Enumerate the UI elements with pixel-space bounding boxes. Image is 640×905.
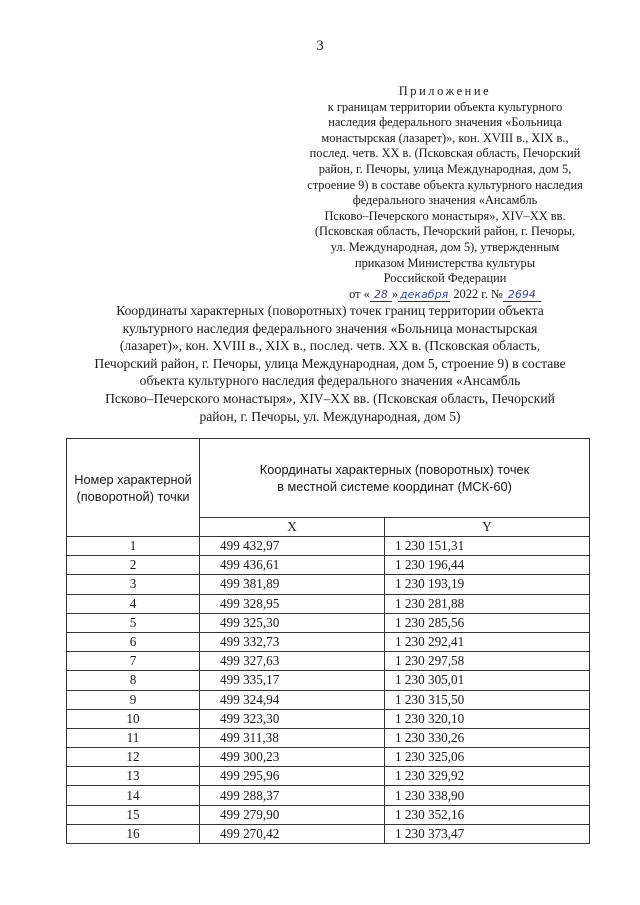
appendix-line: приказом Министерства культуры xyxy=(354,255,536,270)
table-row xyxy=(67,786,590,805)
y-coordinate-cell: 1 230 325,06 xyxy=(385,748,590,767)
heading-line: культурного наследия федерального значения «Больница монастырская xyxy=(122,320,538,336)
point-number-cell: 1 xyxy=(67,537,200,556)
order-date-line xyxy=(282,287,608,303)
handwritten-day: 28 xyxy=(370,288,392,302)
table-row xyxy=(67,556,590,575)
y-coordinate-cell: 1 230 285,56 xyxy=(385,613,590,632)
y-coordinate-cell: 1 230 193,19 xyxy=(385,575,590,594)
appendix-line: район, г. Печоры, улица Международная, дом 5, xyxy=(318,161,572,176)
appendix-line: Псково–Печерского монастыря», XIV–XX вв. xyxy=(324,208,566,223)
table-row xyxy=(67,728,590,747)
x-coordinate-cell: 499 335,17 xyxy=(200,671,385,690)
point-number-cell: 11 xyxy=(67,728,200,747)
table-row xyxy=(67,671,590,690)
point-number-cell: 8 xyxy=(67,671,200,690)
heading-line: (лазарет)», кон. XVIII в., XIX в., послед. четв. XX в. (Псковская область, xyxy=(119,338,541,354)
appendix-line: монастырская (лазарет)», кон. XVIII в., XIX в., xyxy=(321,130,569,145)
x-coordinate-cell: 499 432,97 xyxy=(200,537,385,556)
appendix-line: послед. четв. XX в. (Псковская область, Печорский xyxy=(309,146,581,161)
point-number-cell: 10 xyxy=(67,709,200,728)
point-number-cell: 3 xyxy=(67,575,200,594)
header-point-number xyxy=(67,439,200,537)
x-coordinate-cell: 499 295,96 xyxy=(200,767,385,786)
handwritten-month: декабря xyxy=(400,287,449,301)
table-row xyxy=(67,594,590,613)
point-number-cell: 2 xyxy=(67,556,200,575)
appendix-line: строение 9) в составе объекта культурного наследия xyxy=(307,177,583,192)
header-point-number-line: (поворотной) точки xyxy=(76,488,190,504)
y-coordinate-cell: 1 230 373,47 xyxy=(385,824,590,843)
point-number-cell: 14 xyxy=(67,786,200,805)
header-point-number-line: Номер характерной xyxy=(74,471,192,487)
appendix-title: Приложение xyxy=(398,84,492,98)
appendix-block xyxy=(282,84,608,302)
x-coordinate-cell: 499 327,63 xyxy=(200,652,385,671)
header-coordinates-line: в местной системе координат (МСК-60) xyxy=(277,479,512,494)
table-row xyxy=(67,537,590,556)
heading-line: объекта культурного наследия федерального значения «Ансамбль xyxy=(139,373,521,389)
heading-line: Координаты характерных (поворотных) точек границ территории объекта xyxy=(116,303,544,318)
document-heading xyxy=(60,302,600,425)
y-coordinate-cell: 1 230 329,92 xyxy=(385,767,590,786)
y-coordinate-cell: 1 230 315,50 xyxy=(385,690,590,709)
header-x: X xyxy=(200,518,385,537)
page-number: 3 xyxy=(316,38,324,54)
table-row xyxy=(67,709,590,728)
header-coordinates xyxy=(200,439,590,518)
point-number-cell: 7 xyxy=(67,652,200,671)
point-number-cell: 13 xyxy=(67,767,200,786)
y-coordinate-cell: 1 230 305,01 xyxy=(385,671,590,690)
point-number-cell: 4 xyxy=(67,594,200,613)
order-mid: » xyxy=(391,286,399,301)
table-row xyxy=(67,748,590,767)
heading-line: Псково–Печерского монастыря», XIV–XX вв. (Псковская область, Печорский xyxy=(105,390,555,406)
appendix-line: Российской Федерации xyxy=(383,271,507,286)
handwritten-order-number: 2694 xyxy=(503,288,541,302)
heading-line: Печорский район, г. Печоры, улица Международная, дом 5, строение 9) в составе xyxy=(94,355,566,371)
point-number-cell: 15 xyxy=(67,805,200,824)
y-coordinate-cell: 1 230 292,41 xyxy=(385,632,590,651)
appendix-line: (Псковская область, Печорский район, г. Печоры, xyxy=(314,224,576,239)
y-coordinate-cell: 1 230 151,31 xyxy=(385,537,590,556)
y-coordinate-cell: 1 230 297,58 xyxy=(385,652,590,671)
point-number-cell: 6 xyxy=(67,632,200,651)
x-coordinate-cell: 499 332,73 xyxy=(200,632,385,651)
y-coordinate-cell: 1 230 196,44 xyxy=(385,556,590,575)
y-coordinate-cell: 1 230 338,90 xyxy=(385,786,590,805)
coordinates-table xyxy=(66,438,590,844)
x-coordinate-cell: 499 300,23 xyxy=(200,748,385,767)
y-coordinate-cell: 1 230 330,26 xyxy=(385,728,590,747)
appendix-line: наследия федерального значения «Больница xyxy=(328,115,562,130)
table-row xyxy=(67,805,590,824)
appendix-line: федерального значения «Ансамбль xyxy=(352,193,538,208)
x-coordinate-cell: 499 279,90 xyxy=(200,805,385,824)
y-coordinate-cell: 1 230 352,16 xyxy=(385,805,590,824)
point-number-cell: 5 xyxy=(67,613,200,632)
y-coordinate-cell: 1 230 320,10 xyxy=(385,709,590,728)
point-number-cell: 12 xyxy=(67,748,200,767)
x-coordinate-cell: 499 436,61 xyxy=(200,556,385,575)
table-row xyxy=(67,652,590,671)
x-coordinate-cell: 499 311,38 xyxy=(200,728,385,747)
x-coordinate-cell: 499 324,94 xyxy=(200,690,385,709)
table-row xyxy=(67,575,590,594)
table-row xyxy=(67,824,590,843)
y-coordinate-cell: 1 230 281,88 xyxy=(385,594,590,613)
x-coordinate-cell: 499 288,37 xyxy=(200,786,385,805)
table-row xyxy=(67,613,590,632)
order-prefix: от « xyxy=(349,286,370,301)
order-year: 2022 г. № xyxy=(453,286,503,301)
appendix-line: к границам территории объекта культурного xyxy=(327,99,563,114)
heading-line: район, г. Печоры, ул. Международная, дом 5) xyxy=(199,408,461,424)
appendix-line: ул. Международная, дом 5), утвержденным xyxy=(330,239,560,254)
header-coordinates-line: Координаты характерных (поворотных) точек xyxy=(259,462,530,477)
header-y: Y xyxy=(385,518,590,537)
x-coordinate-cell: 499 328,95 xyxy=(200,594,385,613)
table-row xyxy=(67,632,590,651)
x-coordinate-cell: 499 270,42 xyxy=(200,824,385,843)
x-coordinate-cell: 499 325,30 xyxy=(200,613,385,632)
table-row xyxy=(67,767,590,786)
table-row xyxy=(67,690,590,709)
point-number-cell: 16 xyxy=(67,824,200,843)
x-coordinate-cell: 499 323,30 xyxy=(200,709,385,728)
point-number-cell: 9 xyxy=(67,690,200,709)
x-coordinate-cell: 499 381,89 xyxy=(200,575,385,594)
